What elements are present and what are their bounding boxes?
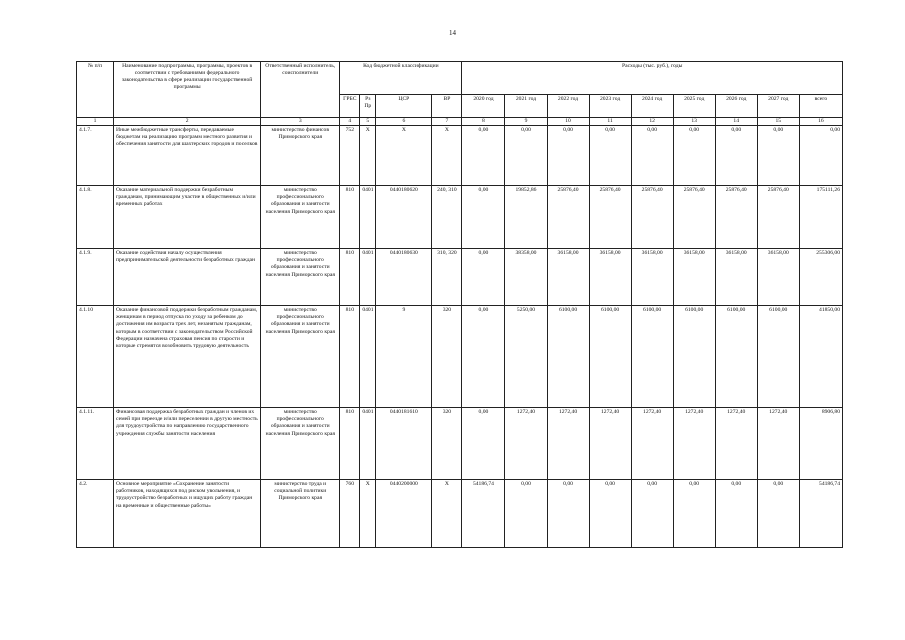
row-grbs: 810 bbox=[340, 186, 360, 249]
row-value-2026: 1272,40 bbox=[715, 408, 757, 480]
row-number: 4.2. bbox=[77, 480, 114, 548]
row-vr: X bbox=[432, 480, 462, 548]
column-number: 14 bbox=[715, 118, 757, 126]
row-grbs: 752 bbox=[340, 126, 360, 186]
row-csr: 9 bbox=[376, 306, 432, 408]
row-value-2022: 25876,40 bbox=[547, 186, 589, 249]
table-row bbox=[77, 186, 843, 249]
header-year: 2027 год bbox=[757, 95, 799, 118]
column-number: 9 bbox=[505, 118, 547, 126]
row-rzpr: 0401 bbox=[360, 408, 376, 480]
row-value-2022: 1272,40 bbox=[547, 408, 589, 480]
row-name: Оказание финансовой поддержки безработным гражданам, женщинам в период отпуска по уходу за ребенком до достижения им возраста трех лет, незанятым гражданам, которым в соответствии с законодательством Российской Федерации назначена страховая пенсия по старости и которые стремятся возобновить трудовую деятельность bbox=[114, 306, 261, 408]
table-row bbox=[77, 126, 843, 186]
row-value-2027: 36158,00 bbox=[757, 249, 799, 306]
column-number: 10 bbox=[547, 118, 589, 126]
budget-table bbox=[76, 61, 843, 548]
row-name: Оказание материальной поддержки безработным гражданам, принимающим участие в общественных и/или временных работах bbox=[114, 186, 261, 249]
row-value-total: 255306,00 bbox=[799, 249, 842, 306]
row-value-2020: 0,00 bbox=[462, 408, 505, 480]
column-number: 15 bbox=[757, 118, 799, 126]
row-number: 4.1.7. bbox=[77, 126, 114, 186]
row-rzpr: 0401 bbox=[360, 186, 376, 249]
row-value-total: 175111,26 bbox=[799, 186, 842, 249]
table-row bbox=[77, 408, 843, 480]
row-rzpr: 0401 bbox=[360, 306, 376, 408]
column-number: 4 bbox=[340, 118, 360, 126]
row-executor: министерство профессионального образования и занятости населения Приморского края bbox=[261, 249, 340, 306]
row-grbs: 810 bbox=[340, 306, 360, 408]
column-number: 11 bbox=[589, 118, 631, 126]
row-executor: министерство профессионального образования и занятости населения Приморского края bbox=[261, 408, 340, 480]
row-value-2025: 0,00 bbox=[673, 126, 715, 186]
row-value-2020: 0,00 bbox=[462, 186, 505, 249]
row-rzpr: X bbox=[360, 480, 376, 548]
column-number: 6 bbox=[376, 118, 432, 126]
row-vr: 320 bbox=[432, 306, 462, 408]
row-value-2024: 25876,40 bbox=[631, 186, 673, 249]
row-value-2021: 0,00 bbox=[505, 480, 547, 548]
row-value-2022: 6100,00 bbox=[547, 306, 589, 408]
header-executor: Ответственный исполнитель, соисполнители bbox=[261, 62, 340, 118]
row-value-total: 8906,80 bbox=[799, 408, 842, 480]
header-year: 2025 год bbox=[673, 95, 715, 118]
column-number: 16 bbox=[799, 118, 842, 126]
row-rzpr: X bbox=[360, 126, 376, 186]
row-value-2023: 0,00 bbox=[589, 480, 631, 548]
column-number: 3 bbox=[261, 118, 340, 126]
header-year: 2023 год bbox=[589, 95, 631, 118]
header-expenses: Расходы (тыс. руб.), годы bbox=[462, 62, 843, 95]
row-value-2024: 1272,40 bbox=[631, 408, 673, 480]
row-grbs: 760 bbox=[340, 480, 360, 548]
column-number-row bbox=[77, 118, 843, 126]
table-row bbox=[77, 306, 843, 408]
row-value-2023: 36158,00 bbox=[589, 249, 631, 306]
row-value-2021: 38358,00 bbox=[505, 249, 547, 306]
column-number: 1 bbox=[77, 118, 114, 126]
row-name: Иные межбюджетные трансферты, передаваемые бюджетам на реализацию программ местного развития и обеспечения занятости для шахтерских городов и поселков bbox=[114, 126, 261, 186]
row-value-2023: 25876,40 bbox=[589, 186, 631, 249]
header-grbs: ГРБС bbox=[340, 95, 360, 118]
header-rzpr: Рз Пр bbox=[360, 95, 376, 118]
row-value-total: 0,00 bbox=[799, 126, 842, 186]
row-value-2021: 1272,40 bbox=[505, 408, 547, 480]
row-value-2024: 0,00 bbox=[631, 126, 673, 186]
row-value-2022: 36158,00 bbox=[547, 249, 589, 306]
header-name: Наименование подпрограммы, программы, проектов в соответствии с требованиями федерального законодательства в сфере реализации государственной программы bbox=[114, 62, 261, 118]
row-value-2027: 0,00 bbox=[757, 480, 799, 548]
header-csr: ЦСР bbox=[376, 95, 432, 118]
row-number: 4.1.8. bbox=[77, 186, 114, 249]
header-total: всего bbox=[799, 95, 842, 118]
row-csr: X bbox=[376, 126, 432, 186]
row-value-2021: 19852,86 bbox=[505, 186, 547, 249]
row-value-2020: 0,00 bbox=[462, 306, 505, 408]
row-executor: министерство финансов Приморского края bbox=[261, 126, 340, 186]
row-csr: 0440180620 bbox=[376, 186, 432, 249]
row-value-2022: 0,00 bbox=[547, 126, 589, 186]
row-value-2022: 0,00 bbox=[547, 480, 589, 548]
table-row bbox=[77, 249, 843, 306]
row-value-2024: 0,00 bbox=[631, 480, 673, 548]
row-number: 4.1.10 bbox=[77, 306, 114, 408]
header-year: 2022 год bbox=[547, 95, 589, 118]
table-row bbox=[77, 480, 843, 548]
row-value-2021: 5250,00 bbox=[505, 306, 547, 408]
row-value-total: 41850,00 bbox=[799, 306, 842, 408]
column-number: 5 bbox=[360, 118, 376, 126]
row-value-2026: 0,00 bbox=[715, 480, 757, 548]
row-value-2027: 0,00 bbox=[757, 126, 799, 186]
row-value-2020: 54186,74 bbox=[462, 480, 505, 548]
row-value-2023: 1272,40 bbox=[589, 408, 631, 480]
row-executor: министерство профессионального образования и занятости населения Приморского края bbox=[261, 186, 340, 249]
column-number: 13 bbox=[673, 118, 715, 126]
row-vr: 240, 310 bbox=[432, 186, 462, 249]
row-value-2023: 0,00 bbox=[589, 126, 631, 186]
row-vr: 320 bbox=[432, 408, 462, 480]
row-value-2023: 6100,00 bbox=[589, 306, 631, 408]
header-year: 2020 год bbox=[462, 95, 505, 118]
row-name: Финансовая поддержка безработных граждан и членов их семей при переезде и/или переселении в другую местность для трудоустройства по направлению государственного учреждения службы занятости населения bbox=[114, 408, 261, 480]
row-value-2027: 25876,40 bbox=[757, 186, 799, 249]
row-csr: 0440180630 bbox=[376, 249, 432, 306]
row-value-2025: 0,00 bbox=[673, 480, 715, 548]
row-value-2026: 6100,00 bbox=[715, 306, 757, 408]
row-executor: министерство профессионального образования и занятости населения Приморского края bbox=[261, 306, 340, 408]
row-vr: 310, 320 bbox=[432, 249, 462, 306]
row-grbs: 810 bbox=[340, 408, 360, 480]
header-vr: ВР bbox=[432, 95, 462, 118]
row-name: Основное мероприятие «Сохранение занятости работников, находящихся под риском увольнения, и трудоустройство безработных и ищущих работу граждан на временные и общественные работы» bbox=[114, 480, 261, 548]
row-value-2024: 6100,00 bbox=[631, 306, 673, 408]
column-number: 8 bbox=[462, 118, 505, 126]
header-num: № п/п bbox=[77, 62, 114, 118]
header-year: 2026 год bbox=[715, 95, 757, 118]
row-value-2025: 25876,40 bbox=[673, 186, 715, 249]
row-value-2027: 6100,00 bbox=[757, 306, 799, 408]
row-value-2025: 1272,40 bbox=[673, 408, 715, 480]
row-vr: X bbox=[432, 126, 462, 186]
header-budget-classification: Код бюджетной классификации bbox=[340, 62, 462, 95]
row-number: 4.1.11. bbox=[77, 408, 114, 480]
row-value-2025: 6100,00 bbox=[673, 306, 715, 408]
row-value-2026: 36158,00 bbox=[715, 249, 757, 306]
row-value-2024: 36158,00 bbox=[631, 249, 673, 306]
column-number: 2 bbox=[114, 118, 261, 126]
row-grbs: 810 bbox=[340, 249, 360, 306]
row-value-2020: 0,00 bbox=[462, 249, 505, 306]
row-rzpr: 0401 bbox=[360, 249, 376, 306]
row-value-2026: 25876,40 bbox=[715, 186, 757, 249]
page-number: 14 bbox=[449, 29, 456, 37]
row-value-total: 54186,74 bbox=[799, 480, 842, 548]
row-value-2021: 0,00 bbox=[505, 126, 547, 186]
row-executor: министерство труда и социальной политики Приморского края bbox=[261, 480, 340, 548]
column-number: 12 bbox=[631, 118, 673, 126]
row-value-2026: 0,00 bbox=[715, 126, 757, 186]
header-row-top bbox=[77, 62, 843, 95]
column-number: 7 bbox=[432, 118, 462, 126]
header-year: 2021 год bbox=[505, 95, 547, 118]
row-number: 4.1.9. bbox=[77, 249, 114, 306]
row-name: Оказание содействия началу осуществления предпринимательской деятельности безработных граждан bbox=[114, 249, 261, 306]
header-year: 2024 год bbox=[631, 95, 673, 118]
row-csr: 0440200000 bbox=[376, 480, 432, 548]
row-value-2025: 36158,00 bbox=[673, 249, 715, 306]
row-csr: 0440181610 bbox=[376, 408, 432, 480]
row-value-2020: 0,00 bbox=[462, 126, 505, 186]
row-value-2027: 1272,40 bbox=[757, 408, 799, 480]
